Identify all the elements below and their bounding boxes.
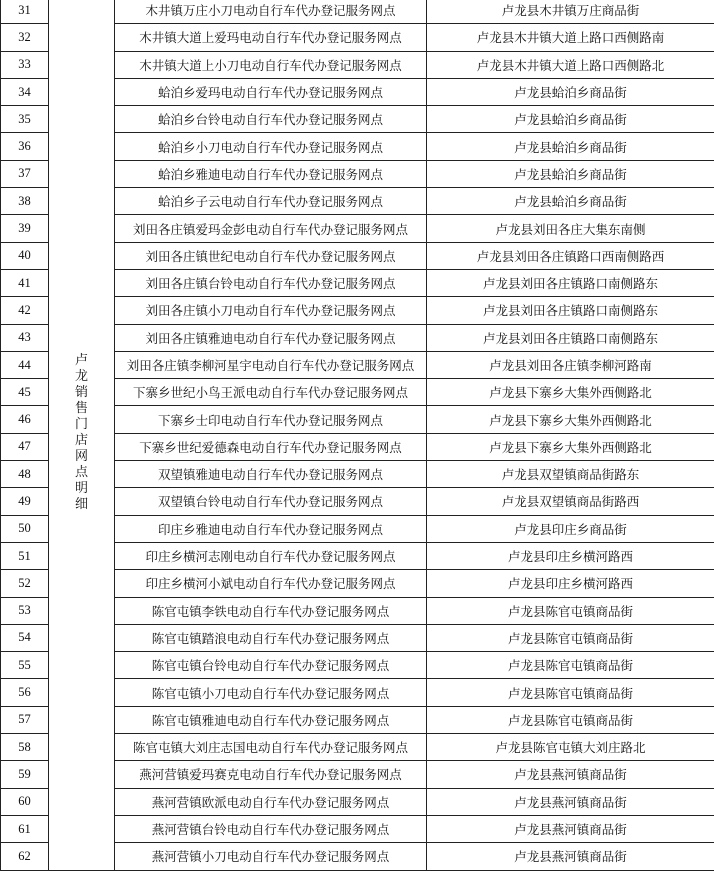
row-number: 37 xyxy=(1,160,49,187)
outlet-address: 卢龙县陈官屯镇大刘庄路北 xyxy=(427,734,714,761)
outlet-address: 卢龙县蛤泊乡商品街 xyxy=(427,78,714,105)
row-number: 40 xyxy=(1,242,49,269)
outlet-address: 卢龙县陈官屯镇商品街 xyxy=(427,597,714,624)
row-number: 39 xyxy=(1,215,49,242)
outlet-name: 木井镇大道上爱玛电动自行车代办登记服务网点 xyxy=(115,24,427,51)
outlet-name: 蛤泊乡小刀电动自行车代办登记服务网点 xyxy=(115,133,427,160)
outlet-name: 陈官屯镇台铃电动自行车代办登记服务网点 xyxy=(115,652,427,679)
row-number: 38 xyxy=(1,188,49,215)
outlet-address: 卢龙县燕河镇商品街 xyxy=(427,788,714,815)
outlet-address: 卢龙县木井镇大道上路口西侧路北 xyxy=(427,51,714,78)
outlet-address: 卢龙县印庄乡商品街 xyxy=(427,515,714,542)
row-number: 61 xyxy=(1,815,49,842)
outlet-address: 卢龙县陈官屯镇商品街 xyxy=(427,706,714,733)
row-number: 45 xyxy=(1,379,49,406)
outlet-address: 卢龙县陈官屯镇商品街 xyxy=(427,624,714,651)
outlet-name: 刘田各庄镇世纪电动自行车代办登记服务网点 xyxy=(115,242,427,269)
outlet-name: 刘田各庄镇李柳河星宇电动自行车代办登记服务网点 xyxy=(115,351,427,378)
row-number: 62 xyxy=(1,843,49,870)
outlet-address: 卢龙县刘田各庄大集东南侧 xyxy=(427,215,714,242)
row-number: 53 xyxy=(1,597,49,624)
outlet-name: 燕河营镇欧派电动自行车代办登记服务网点 xyxy=(115,788,427,815)
row-number: 51 xyxy=(1,542,49,569)
outlet-name: 陈官屯镇雅迪电动自行车代办登记服务网点 xyxy=(115,706,427,733)
outlet-name: 木井镇万庄小刀电动自行车代办登记服务网点 xyxy=(115,0,427,24)
row-number: 60 xyxy=(1,788,49,815)
row-number: 41 xyxy=(1,269,49,296)
outlet-address: 卢龙县刘田各庄镇路口南侧路东 xyxy=(427,297,714,324)
outlet-name: 陈官屯镇踏浪电动自行车代办登记服务网点 xyxy=(115,624,427,651)
category-label: 卢龙销售门店网点明细 xyxy=(74,353,88,513)
row-number: 58 xyxy=(1,734,49,761)
category-cell xyxy=(49,0,115,870)
row-number: 44 xyxy=(1,351,49,378)
outlet-name: 下寨乡世纪爱德森电动自行车代办登记服务网点 xyxy=(115,433,427,460)
row-number: 32 xyxy=(1,24,49,51)
outlet-name: 双望镇雅迪电动自行车代办登记服务网点 xyxy=(115,461,427,488)
row-number: 52 xyxy=(1,570,49,597)
outlet-name: 蛤泊乡雅迪电动自行车代办登记服务网点 xyxy=(115,160,427,187)
row-number: 55 xyxy=(1,652,49,679)
row-number: 46 xyxy=(1,406,49,433)
outlet-name: 刘田各庄镇爱玛金彭电动自行车代办登记服务网点 xyxy=(115,215,427,242)
outlet-name: 蛤泊乡爱玛电动自行车代办登记服务网点 xyxy=(115,78,427,105)
row-number: 54 xyxy=(1,624,49,651)
row-number: 35 xyxy=(1,106,49,133)
outlet-name: 刘田各庄镇小刀电动自行车代办登记服务网点 xyxy=(115,297,427,324)
outlet-address: 卢龙县陈官屯镇商品街 xyxy=(427,679,714,706)
outlet-name: 印庄乡雅迪电动自行车代办登记服务网点 xyxy=(115,515,427,542)
row-number: 57 xyxy=(1,706,49,733)
row-number: 43 xyxy=(1,324,49,351)
outlet-name: 燕河营镇台铃电动自行车代办登记服务网点 xyxy=(115,815,427,842)
outlet-name: 印庄乡横河志刚电动自行车代办登记服务网点 xyxy=(115,542,427,569)
outlet-name: 蛤泊乡台铃电动自行车代办登记服务网点 xyxy=(115,106,427,133)
outlet-table-body xyxy=(1,0,714,870)
outlet-name: 双望镇台铃电动自行车代办登记服务网点 xyxy=(115,488,427,515)
outlet-address: 卢龙县燕河镇商品街 xyxy=(427,815,714,842)
row-number: 49 xyxy=(1,488,49,515)
outlet-address: 卢龙县双望镇商品街路东 xyxy=(427,461,714,488)
outlet-name: 陈官屯镇小刀电动自行车代办登记服务网点 xyxy=(115,679,427,706)
outlet-address: 卢龙县下寨乡大集外西侧路北 xyxy=(427,406,714,433)
outlet-name: 下寨乡世纪小鸟王派电动自行车代办登记服务网点 xyxy=(115,379,427,406)
outlet-address: 卢龙县印庄乡横河路西 xyxy=(427,542,714,569)
outlet-address: 卢龙县蛤泊乡商品街 xyxy=(427,188,714,215)
row-number: 48 xyxy=(1,461,49,488)
outlet-address: 卢龙县陈官屯镇商品街 xyxy=(427,652,714,679)
outlet-address: 卢龙县蛤泊乡商品街 xyxy=(427,106,714,133)
outlet-address: 卢龙县印庄乡横河路西 xyxy=(427,570,714,597)
row-number: 42 xyxy=(1,297,49,324)
outlet-address: 卢龙县蛤泊乡商品街 xyxy=(427,133,714,160)
outlet-address: 卢龙县燕河镇商品街 xyxy=(427,843,714,870)
outlet-name: 燕河营镇爱玛赛克电动自行车代办登记服务网点 xyxy=(115,761,427,788)
outlet-address: 卢龙县双望镇商品街路西 xyxy=(427,488,714,515)
outlet-address: 卢龙县刘田各庄镇路口南侧路东 xyxy=(427,324,714,351)
row-number: 31 xyxy=(1,0,49,24)
outlet-name: 陈官屯镇大刘庄志国电动自行车代办登记服务网点 xyxy=(115,734,427,761)
row-number: 59 xyxy=(1,761,49,788)
outlet-name: 刘田各庄镇雅迪电动自行车代办登记服务网点 xyxy=(115,324,427,351)
row-number: 56 xyxy=(1,679,49,706)
row-number: 34 xyxy=(1,78,49,105)
outlet-address: 卢龙县刘田各庄镇李柳河路南 xyxy=(427,351,714,378)
outlet-name: 下寨乡士印电动自行车代办登记服务网点 xyxy=(115,406,427,433)
outlet-name: 燕河营镇小刀电动自行车代办登记服务网点 xyxy=(115,843,427,870)
row-number: 50 xyxy=(1,515,49,542)
outlet-address: 卢龙县刘田各庄镇路口西南侧路西 xyxy=(427,242,714,269)
outlet-name: 刘田各庄镇台铃电动自行车代办登记服务网点 xyxy=(115,269,427,296)
outlet-address: 卢龙县下寨乡大集外西侧路北 xyxy=(427,379,714,406)
outlet-address: 卢龙县木井镇万庄商品街 xyxy=(427,0,714,24)
table-row xyxy=(1,0,714,24)
row-number: 36 xyxy=(1,133,49,160)
outlet-name: 陈官屯镇李铁电动自行车代办登记服务网点 xyxy=(115,597,427,624)
outlet-address: 卢龙县木井镇大道上路口西侧路南 xyxy=(427,24,714,51)
outlet-name: 蛤泊乡子云电动自行车代办登记服务网点 xyxy=(115,188,427,215)
outlet-address: 卢龙县燕河镇商品街 xyxy=(427,761,714,788)
outlet-address: 卢龙县下寨乡大集外西侧路北 xyxy=(427,433,714,460)
outlet-address: 卢龙县刘田各庄镇路口南侧路东 xyxy=(427,269,714,296)
outlet-address: 卢龙县蛤泊乡商品街 xyxy=(427,160,714,187)
row-number: 47 xyxy=(1,433,49,460)
outlet-name: 印庄乡横河小斌电动自行车代办登记服务网点 xyxy=(115,570,427,597)
outlet-name: 木井镇大道上小刀电动自行车代办登记服务网点 xyxy=(115,51,427,78)
row-number: 33 xyxy=(1,51,49,78)
